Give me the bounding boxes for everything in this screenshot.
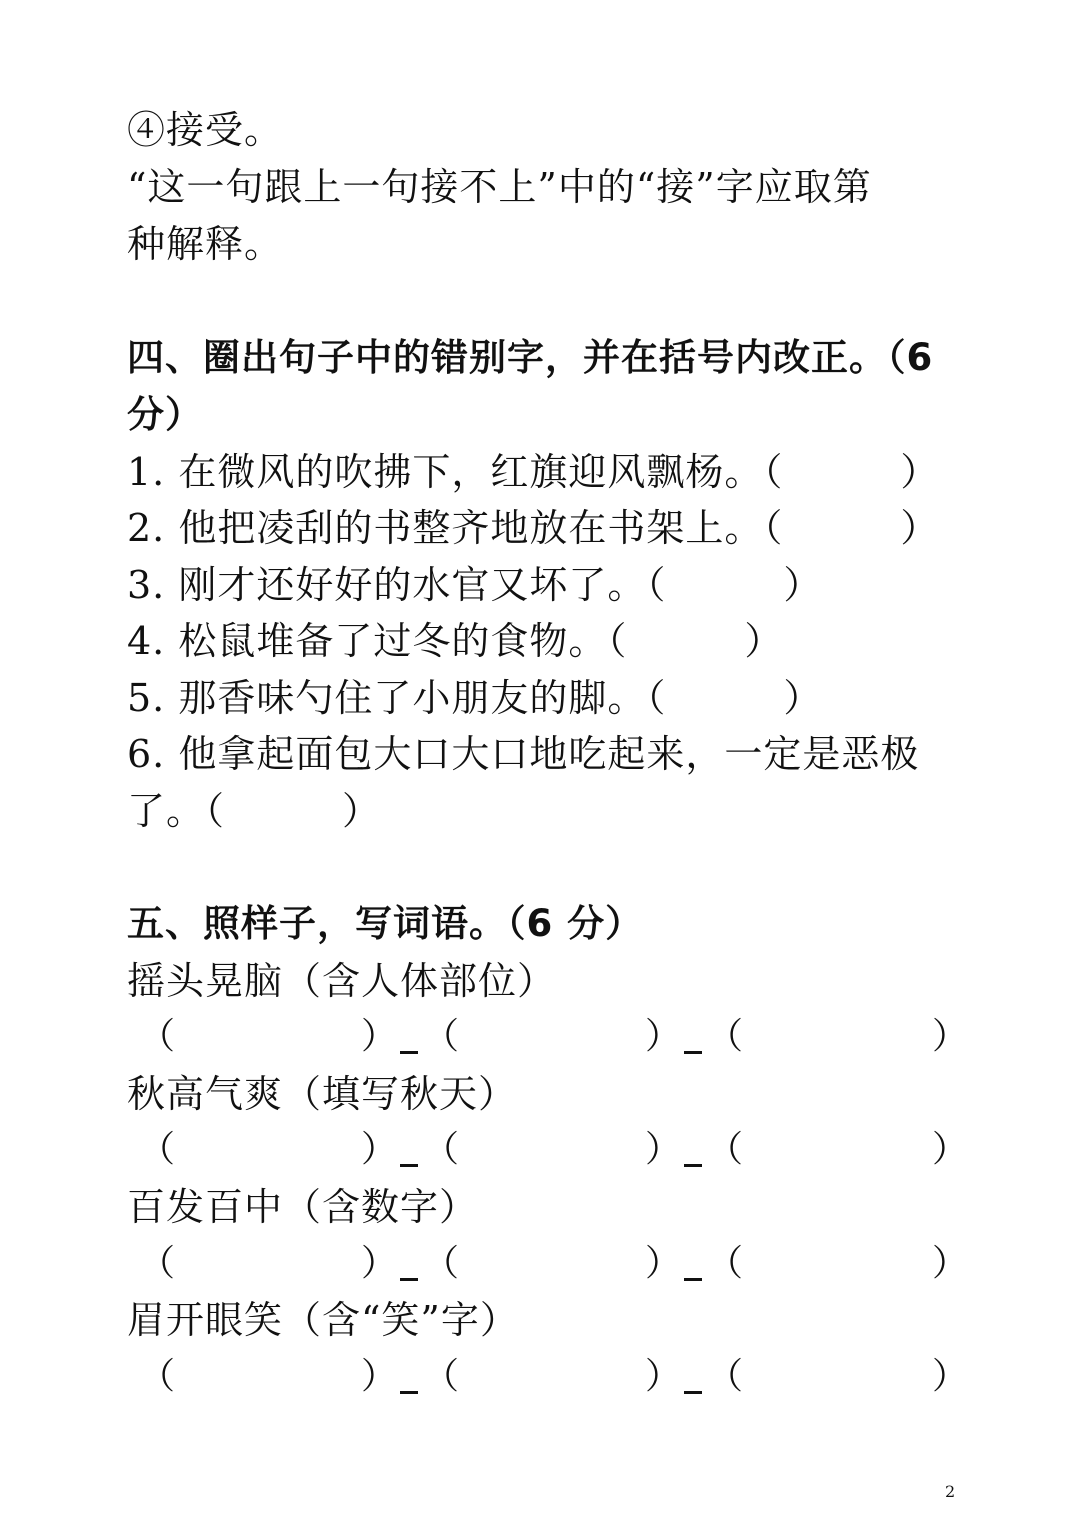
open-paren: （ (423, 1016, 460, 1057)
open-paren: （ (139, 1016, 176, 1057)
example-word-1: 摇头晃脑（含人体部位） (127, 959, 557, 1003)
question-line-1: “这一句跟上一句接不上”中的“接”字应取第 (127, 165, 872, 209)
section-4-title-line-1: 四、圈出句子中的错别字，并在括号内改正。（6 (127, 336, 934, 379)
answer-row-4 (127, 1349, 969, 1405)
question-line-2: 种解释。 (127, 222, 284, 266)
option-4-text: ④接受。 (127, 108, 284, 152)
close-paren: ） (645, 1356, 682, 1397)
separator-underline (400, 1278, 418, 1281)
section-4-item-5: 5. 那香味勺住了小朋友的脚。（ ） (127, 676, 823, 720)
open-paren: （ (707, 1356, 744, 1397)
separator-underline (400, 1391, 418, 1394)
open-paren: （ (423, 1356, 460, 1397)
separator-underline (684, 1391, 702, 1394)
example-word-3: 百发百中（含数字） (127, 1185, 479, 1229)
open-paren: （ (423, 1129, 460, 1170)
separator-underline (400, 1164, 418, 1167)
section-4-item-1: 1. 在微风的吹拂下，红旗迎风飘杨。（ ） (127, 450, 940, 494)
open-paren: （ (707, 1129, 744, 1170)
section-4-item-3: 3. 刚才还好好的水官又坏了。（ ） (127, 563, 823, 607)
section-4-item-2: 2. 他把凌刮的书整齐地放在书架上。（ ） (127, 506, 940, 550)
page-number: 2 (945, 1482, 956, 1501)
section-4-title-line-2: 分） (127, 393, 203, 436)
close-paren: ） (361, 1356, 398, 1397)
close-paren: ） (645, 1016, 682, 1057)
answer-row-2 (127, 1122, 969, 1178)
separator-underline (684, 1164, 702, 1167)
separator-underline (684, 1278, 702, 1281)
section-4-item-6-cont: 了。（ ） (127, 789, 382, 833)
open-paren: （ (707, 1243, 744, 1284)
example-word-2: 秋高气爽（填写秋天） (127, 1072, 518, 1116)
close-paren: ） (932, 1243, 969, 1284)
open-paren: （ (139, 1356, 176, 1397)
close-paren: ） (361, 1243, 398, 1284)
close-paren: ） (932, 1356, 969, 1397)
answer-row-1 (127, 1009, 969, 1065)
separator-underline (400, 1051, 418, 1054)
open-paren: （ (423, 1243, 460, 1284)
section-5-title: 五、照样子，写词语。（6 分） (127, 902, 644, 945)
close-paren: ） (932, 1129, 969, 1170)
open-paren: （ (707, 1016, 744, 1057)
close-paren: ） (932, 1016, 969, 1057)
close-paren: ） (361, 1129, 398, 1170)
close-paren: ） (645, 1243, 682, 1284)
open-paren: （ (139, 1243, 176, 1284)
open-paren: （ (139, 1129, 176, 1170)
close-paren: ） (361, 1016, 398, 1057)
separator-underline (684, 1051, 702, 1054)
example-word-4: 眉开眼笑（含“笑”字） (127, 1298, 519, 1342)
answer-row-3 (127, 1236, 969, 1292)
section-4-item-6: 6. 他拿起面包大口大口地吃起来，一定是恶极 (127, 732, 920, 776)
close-paren: ） (645, 1129, 682, 1170)
section-4-item-4: 4. 松鼠堆备了过冬的食物。（ ） (127, 619, 784, 663)
